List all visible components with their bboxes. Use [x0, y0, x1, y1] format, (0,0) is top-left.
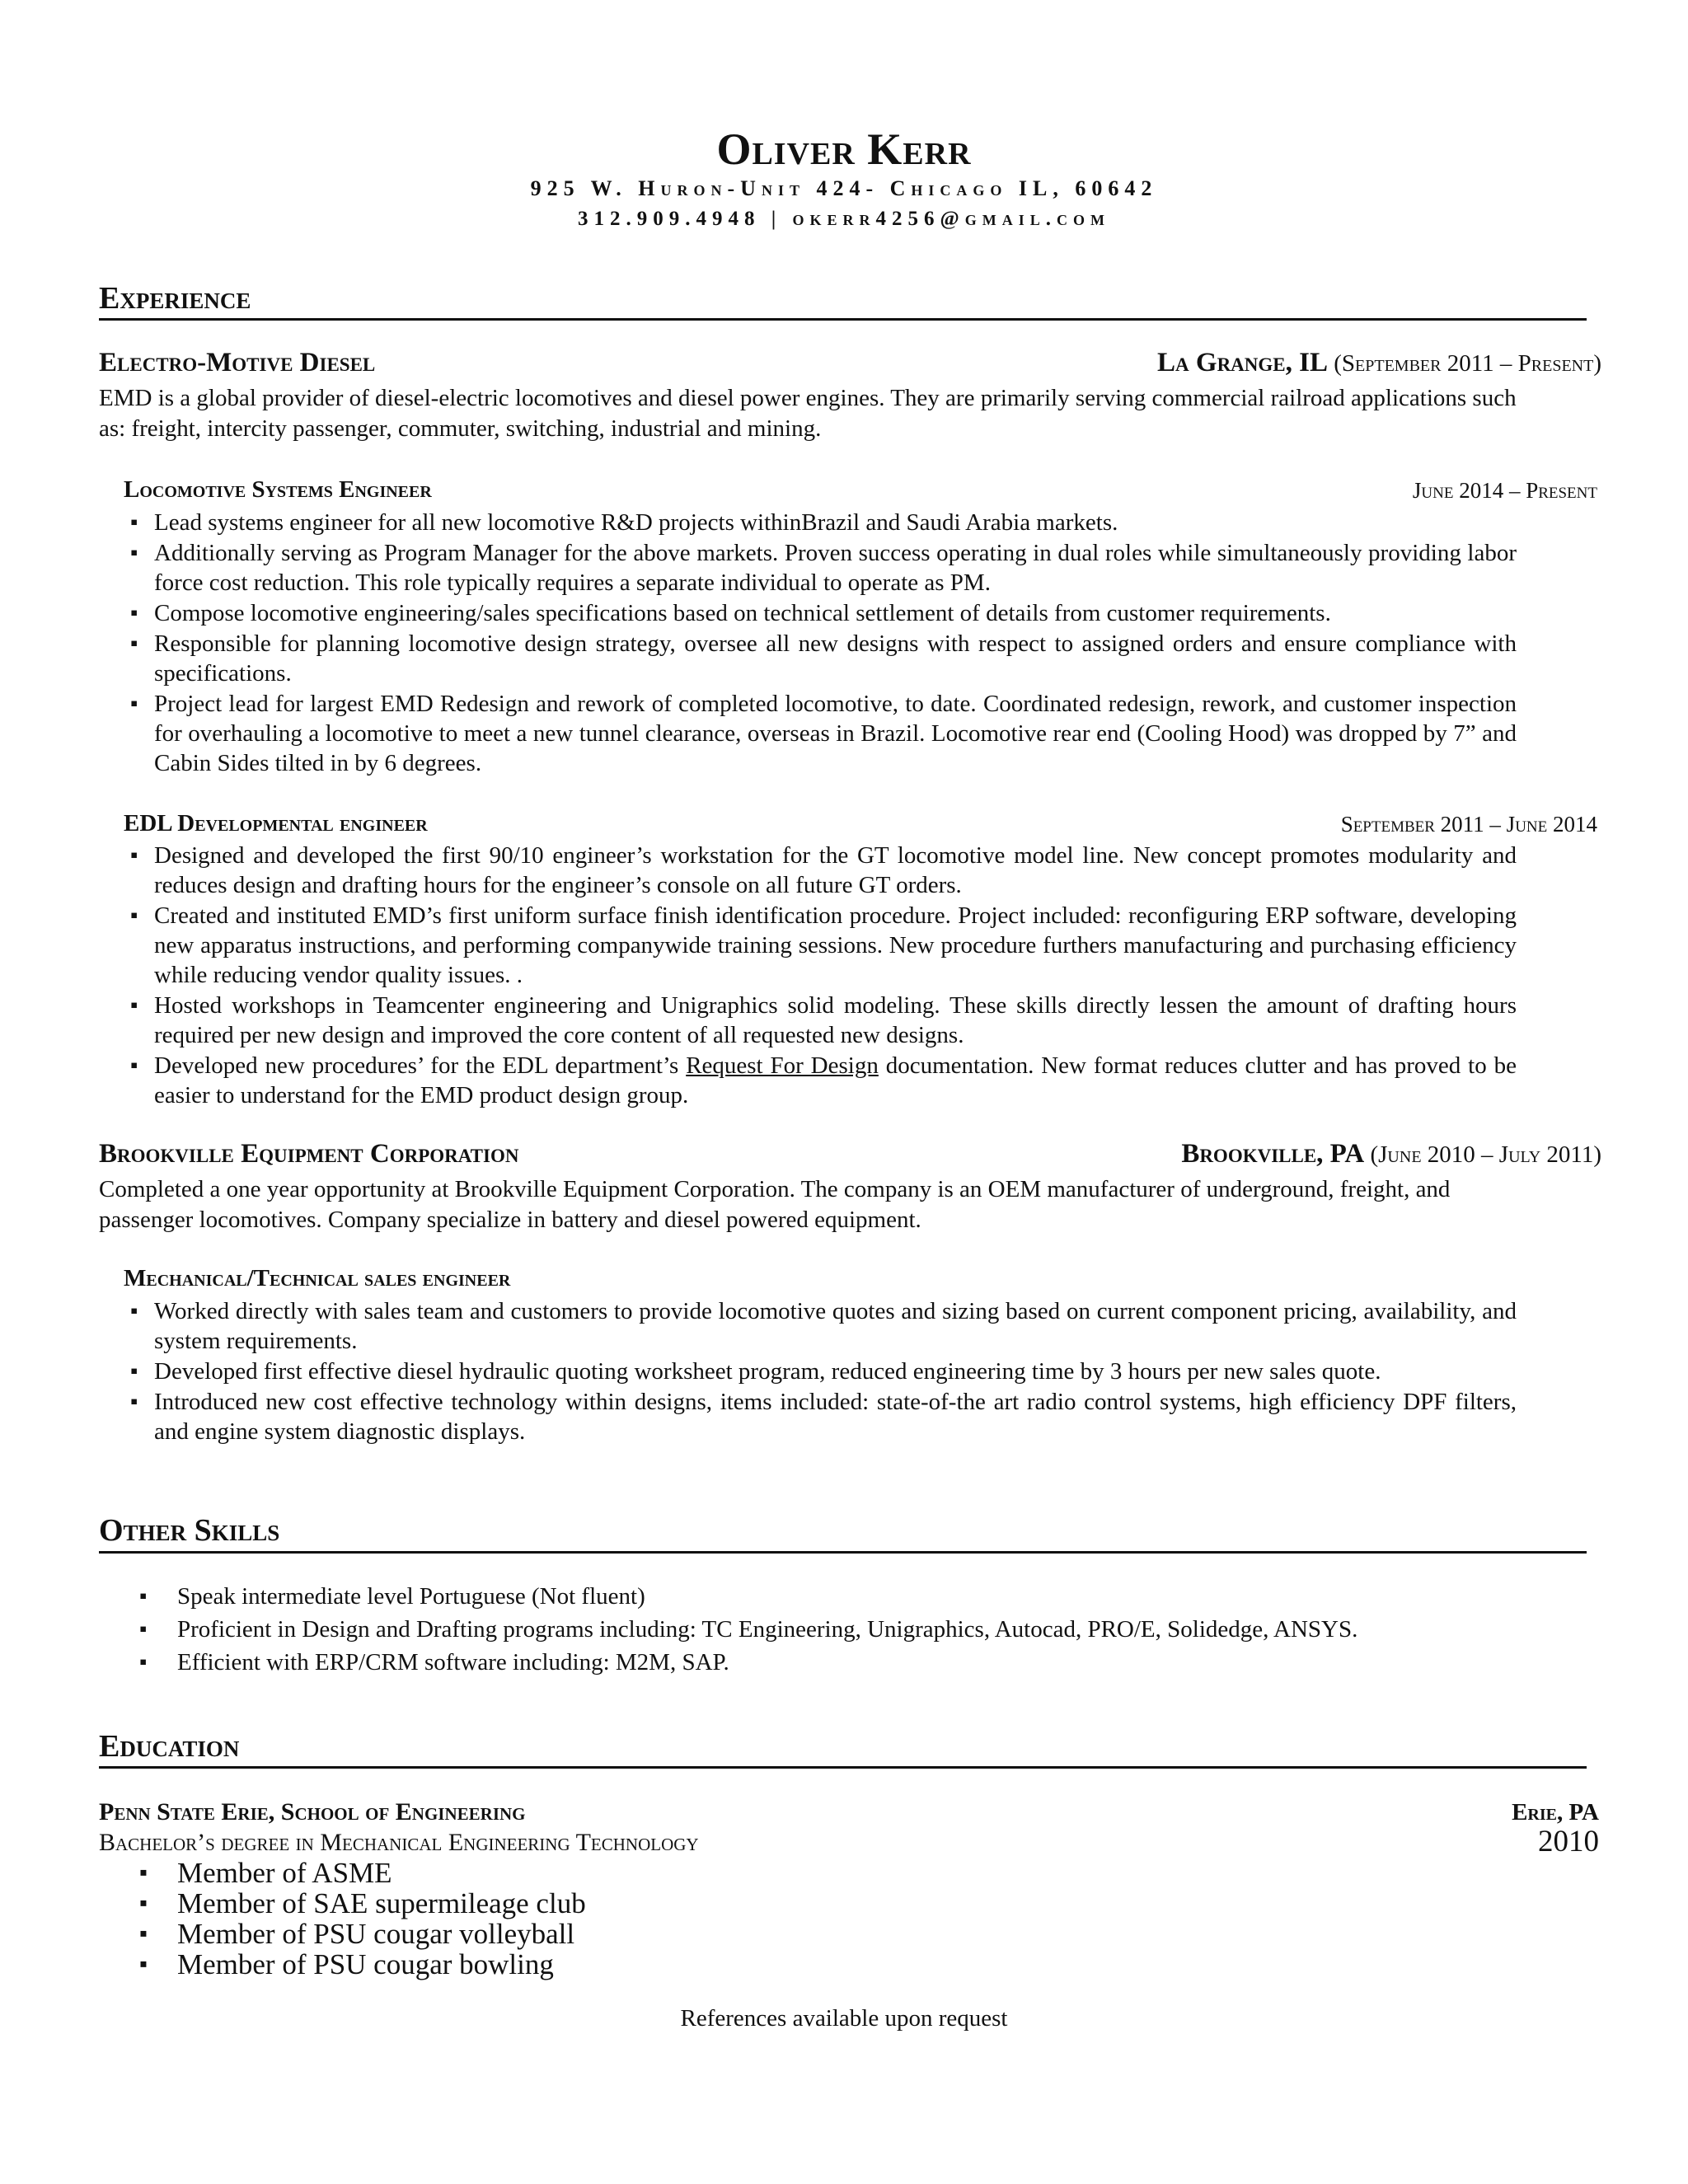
list-item: ▪ Introduced new cost effective technology within designs, items included: state-of-the art radio control systems, high efficiency DPF filters, and engine system diagnostic displays.	[124, 1387, 1517, 1446]
references-note: References available upon request	[680, 2005, 1008, 2032]
school-name: Penn State Erie, School of Engineering	[99, 1798, 526, 1825]
list-item: ▪ Speak intermediate level Portuguese (Not fluent)	[136, 1580, 1537, 1613]
email: okerr4256@gmail.com	[792, 208, 1110, 230]
school-location: Erie, PA	[1512, 1799, 1599, 1825]
separator: |	[771, 208, 782, 230]
section-divider	[99, 318, 1587, 321]
section-heading-education: Education	[99, 1729, 240, 1764]
section-heading-other-skills: Other Skills	[99, 1513, 280, 1548]
list-item: ▪ Member of PSU cougar volleyball	[136, 1919, 960, 1949]
company-dates: (September 2011 – Present)	[1334, 350, 1601, 377]
list-item: ▪ Created and instituted EMD’s first uniform surface finish identification procedure. Project included: reconfiguring ERP software, developing new apparatus instructions, and performing companywide training sessions. New procedure furthers manufacturing and purchasing efficiency while reducing vendor quality issues. .	[124, 901, 1517, 990]
company-name: Brookville Equipment Corporation	[99, 1139, 519, 1169]
section-heading-experience: Experience	[99, 281, 251, 316]
company-name: Electro-Motive Diesel	[99, 348, 376, 377]
list-item: ▪ Member of ASME	[136, 1858, 960, 1888]
list-item	[124, 1051, 1517, 1110]
section-divider	[99, 1551, 1587, 1554]
company-location-dates	[1181, 1139, 1601, 1169]
list-item: ▪ Lead systems engineer for all new locomotive R&D projects withinBrazil and Saudi Arabia markets.	[124, 508, 1517, 537]
company-location-dates	[1157, 348, 1601, 378]
role-bullets	[124, 508, 1517, 779]
role-title: EDL Developmental engineer	[124, 810, 428, 837]
company-description: EMD is a global provider of diesel-electric locomotives and diesel power engines. They are primarily serving commercial railroad applications such as: freight, intercity passenger, commuter, switching, industrial and mining.	[99, 385, 1517, 442]
list-item: ▪ Member of SAE supermileage club	[136, 1888, 960, 1919]
section-divider	[99, 1766, 1587, 1769]
role-dates: September 2011 – June 2014	[1340, 812, 1597, 837]
list-item: ▪ Worked directly with sales team and customers to provide locomotive quotes and sizing based on current component pricing, availability, and system requirements.	[124, 1296, 1517, 1356]
role-dates: June 2014 – Present	[1412, 478, 1597, 503]
activities-list	[136, 1858, 960, 1980]
contact-line	[0, 208, 1688, 231]
company-location: Brookville, PA	[1181, 1139, 1365, 1169]
list-item: ▪ Member of PSU cougar bowling	[136, 1949, 960, 1980]
list-item: ▪ Efficient with ERP/CRM software including: M2M, SAP.	[136, 1646, 1537, 1679]
role-title: Mechanical/Technical sales engineer	[124, 1265, 511, 1291]
company-location: La Grange, IL	[1157, 348, 1328, 377]
phone: 312.909.4948	[577, 208, 761, 230]
skills-list	[136, 1580, 1537, 1679]
list-item: ▪ Designed and developed the first 90/10 engineer’s workstation for the GT locomotive model line. New concept promotes modularity and reduces design and drafting hours for the engineer’s console on all future GT orders.	[124, 841, 1517, 900]
role-title: Locomotive Systems Engineer	[124, 476, 432, 503]
address: 925 W. Huron-Unit 424- Chicago IL, 60642	[530, 176, 1158, 200]
candidate-name: Oliver Kerr	[716, 124, 972, 174]
request-for-design-text: Request For Design	[686, 1052, 879, 1079]
list-item: ▪ Additionally serving as Program Manager for the above markets. Proven success operating in dual roles while simultaneously providing labor force cost reduction. This role typically requires a separate individual to operate as PM.	[124, 538, 1517, 598]
list-item: ▪ Responsible for planning locomotive design strategy, oversee all new designs with respect to assigned orders and ensure compliance with specifications.	[124, 629, 1517, 688]
graduation-year: 2010	[1538, 1825, 1599, 1858]
list-item: ▪ Developed first effective diesel hydraulic quoting worksheet program, reduced engineering time by 3 hours per new sales quote.	[124, 1357, 1517, 1386]
degree: Bachelor’s degree in Mechanical Engineering Technology	[99, 1829, 699, 1856]
bullet-text: documentation. New format reduces clutter and has proved to be easier to understand for the EMD product design group.	[154, 1052, 1517, 1108]
list-item: ▪ Hosted workshops in Teamcenter engineering and Unigraphics solid modeling. These skills directly lessen the amount of drafting hours required per new design and improved the core content of all requested new designs.	[124, 991, 1517, 1050]
company-dates: (June 2010 – July 2011)	[1370, 1141, 1601, 1168]
list-item: ▪ Compose locomotive engineering/sales specifications based on technical settlement of details from customer requirements.	[124, 598, 1517, 628]
list-item: ▪ Proficient in Design and Drafting programs including: TC Engineering, Unigraphics, Autocad, PRO/E, Solidedge, ANSYS.	[136, 1613, 1537, 1646]
company-description: Completed a one year opportunity at Brookville Equipment Corporation. The company is an OEM manufacturer of underground, freight, and passenger locomotives. Company specialize in battery and diesel powered equipment.	[99, 1176, 1451, 1233]
bullet-text: Developed new procedures’ for the EDL department’s	[154, 1052, 687, 1079]
list-item: ▪ Project lead for largest EMD Redesign and rework of completed locomotive, to date. Coordinated redesign, rework, and customer inspection for overhauling a locomotive to meet a new tunnel clearance, overseas in Brazil. Locomotive rear end (Cooling Hood) was dropped by 7” and Cabin Sides tilted in by 6 degrees.	[124, 689, 1517, 778]
role-bullets	[124, 1296, 1517, 1447]
role-bullets	[124, 841, 1517, 1111]
